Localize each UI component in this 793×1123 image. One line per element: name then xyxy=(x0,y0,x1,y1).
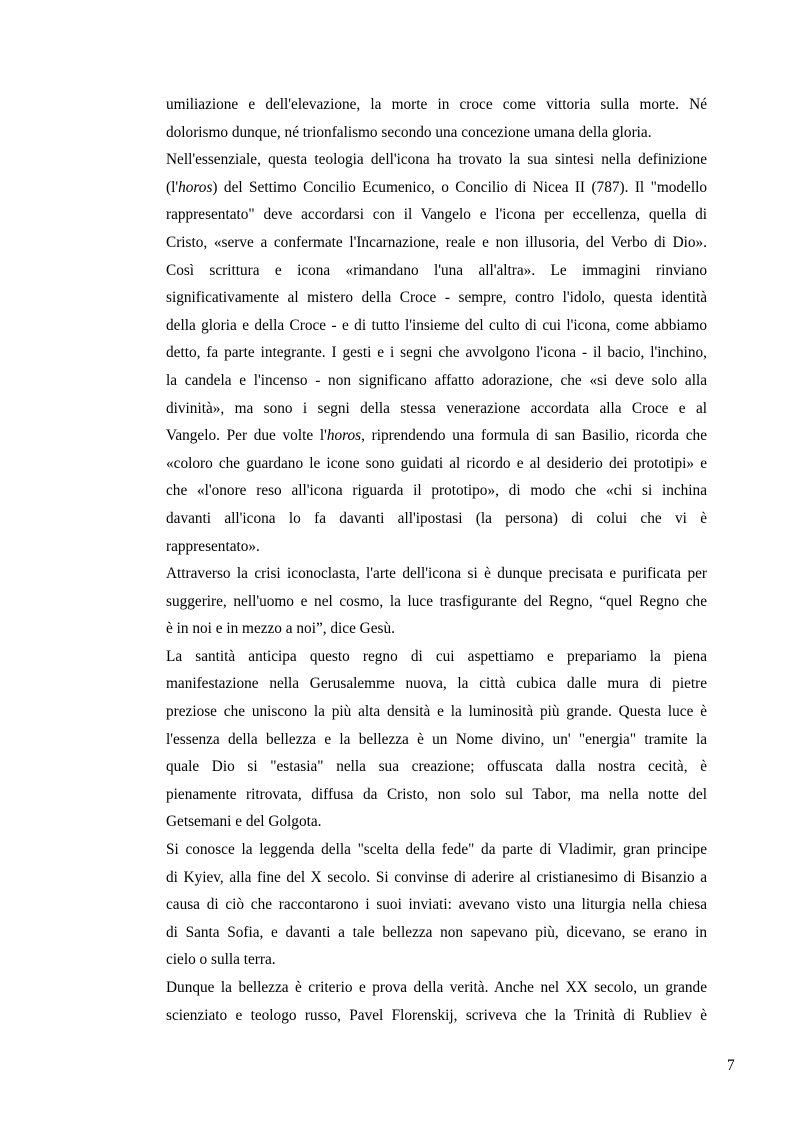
text-line: Si conosce la leggenda della "scelta della fede" da parte di Vladimir, gran principe xyxy=(166,841,707,859)
text-line: la candela e l'incenso - non significano affatto adorazione, che «si deve solo alla xyxy=(166,371,707,389)
text-line: «coloro che guardano le icone sono guidati al ricordo e al desiderio dei prototipi» e xyxy=(166,454,707,472)
text-line: Così scrittura e icona «rimandano l'una all'altra». Le immagini rinviano xyxy=(166,261,707,279)
text-line: detto, fa parte integrante. I gesti e i segni che avvolgono l'icona - il bacio, l'inchino, xyxy=(166,344,707,362)
text-line: quale Dio si "estasia" nella sua creazione; offuscata dalla nostra cecità, è xyxy=(166,758,707,776)
text-line: Nell'essenziale, questa teologia dell'icona ha trovato la sua sintesi nella definizione xyxy=(166,151,707,169)
text-line: significativamente al mistero della Croce - sempre, contro l'idolo, questa identità xyxy=(166,289,707,307)
text-line: suggerire, nell'uomo e nel cosmo, la luce trasfigurante del Regno, “quel Regno che xyxy=(166,592,707,610)
page-number: 7 xyxy=(727,1057,735,1074)
text-line: di Kyiev, alla fine del X secolo. Si convinse di aderire al cristianesimo di Bisanzio a xyxy=(166,868,707,886)
text-line: cielo o sulla terra. xyxy=(166,951,276,969)
text-line: rappresentato». xyxy=(166,537,260,555)
text-line: Getsemani e del Golgota. xyxy=(166,813,322,831)
text-line: di Santa Sofia, e davanti a tale bellezza non sapevano più, dicevano, se erano in xyxy=(166,923,707,941)
text-line: l'essenza della bellezza e la bellezza è un Nome divino, un' "energia" tramite la xyxy=(166,730,707,748)
text-line: Vangelo. Per due volte l'horos, riprendendo una formula di san Basilio, ricorda che xyxy=(166,427,707,445)
text-line: manifestazione nella Gerusalemme nuova, la città cubica dalle mura di pietre xyxy=(166,675,707,693)
text-line: della gloria e della Croce - e di tutto l'insieme del culto di cui l'icona, come abbiamo xyxy=(166,316,707,334)
text-line: Dunque la bellezza è criterio e prova della verità. Anche nel XX secolo, un grande xyxy=(166,979,707,996)
text-line: che «l'onore reso all'icona riguarda il prototipo», di modo che «chi si inchina xyxy=(166,482,707,500)
text-line: Attraverso la crisi iconoclasta, l'arte dell'icona si è dunque precisata e purificata per xyxy=(166,565,707,583)
text-line: dolorismo dunque, né trionfalismo secondo una concezione umana della gloria. xyxy=(166,123,652,141)
text-line: rappresentato" deve accordarsi con il Vangelo e l'icona per eccellenza, quella di xyxy=(166,206,707,224)
text-line: causa di ciò che raccontarono i suoi inviati: avevano visto una liturgia nella chiesa xyxy=(166,896,707,914)
text-line: pienamente ritrovata, diffusa da Cristo, non solo sul Tabor, ma nella notte del xyxy=(166,785,707,803)
text-line: (l'horos) del Settimo Concilio Ecumenico, o Concilio di Nicea II (787). Il "modello xyxy=(166,178,707,196)
text-line: La santità anticipa questo regno di cui aspettiamo e prepariamo la piena xyxy=(166,647,707,665)
text-line: divinità», ma sono i segni della stessa venerazione accordata alla Croce e al xyxy=(166,399,707,417)
text-line: scienziato e teologo russo, Pavel Florenskij, scriveva che la Trinità di Rubliev è xyxy=(166,1006,707,1024)
document-body xyxy=(166,91,707,1029)
text-line: davanti all'icona lo fa davanti all'ipostasi (la persona) di colui che vi è xyxy=(166,509,707,527)
text-line: Cristo, «serve a confermate l'Incarnazione, reale e non illusoria, del Verbo di Dio». xyxy=(166,233,707,251)
text-line: preziose che uniscono la più alta densità e la luminosità più grande. Questa luce è xyxy=(166,703,707,721)
text-line: è in noi e in mezzo a noi”, dice Gesù. xyxy=(166,620,395,638)
text-line: umiliazione e dell'elevazione, la morte in croce come vittoria sulla morte. Né xyxy=(166,96,707,113)
